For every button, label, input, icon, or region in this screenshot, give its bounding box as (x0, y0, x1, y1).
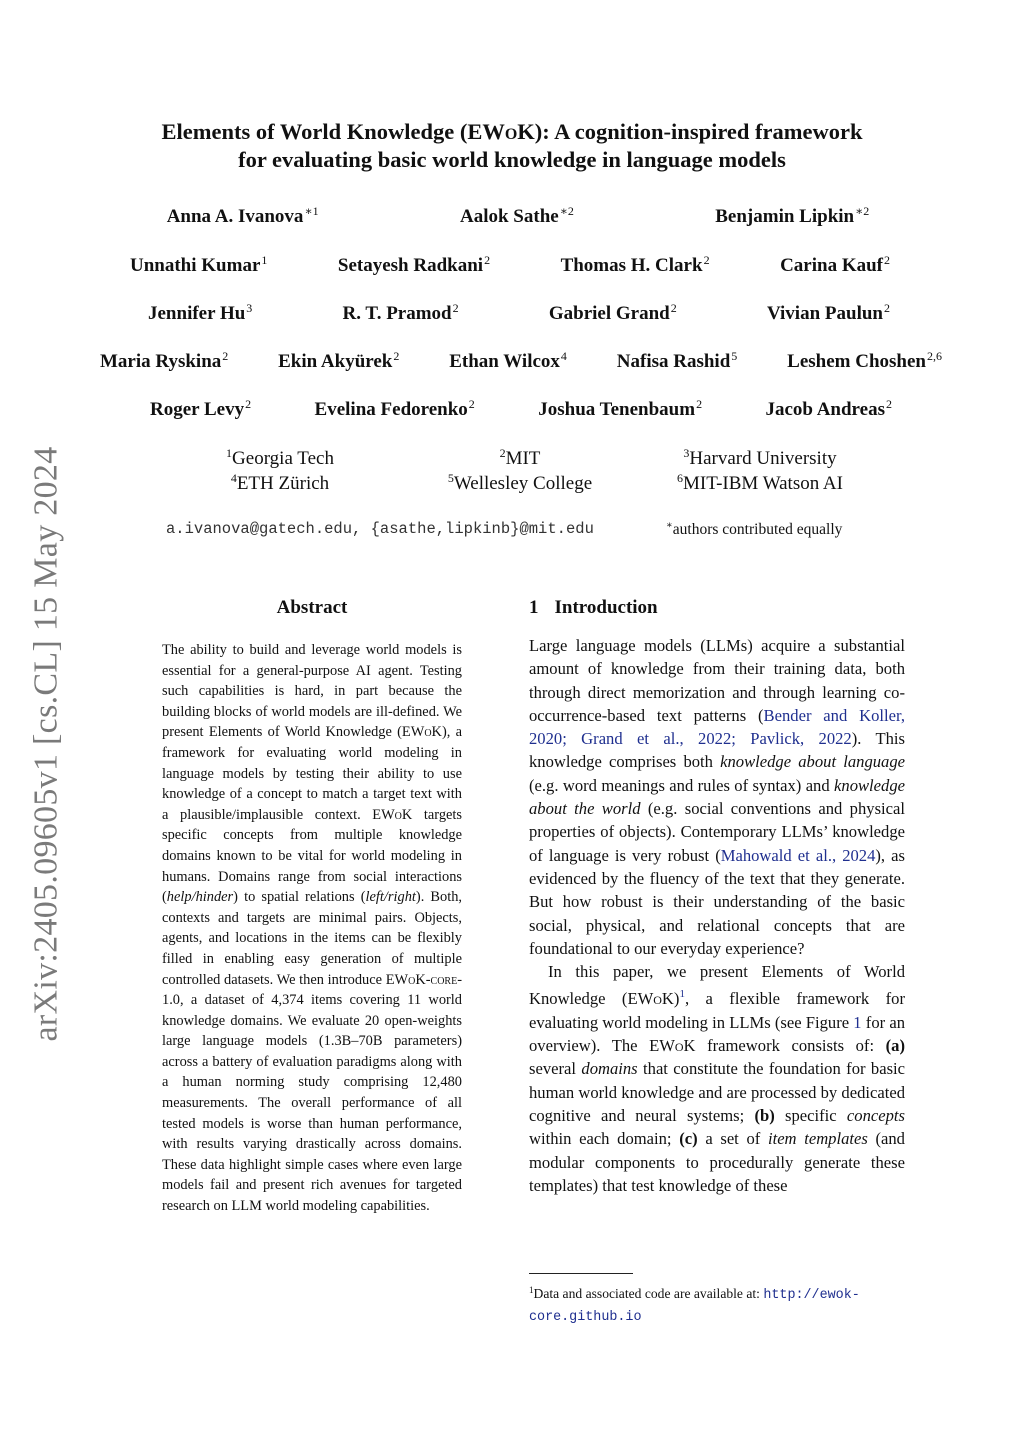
author: Unnathi Kumar$^1$ (130, 253, 268, 276)
author: Maria Ryskina$^2$ (100, 349, 229, 372)
citation-link[interactable]: Bender and Koller, 2020; Grand et al., 2022; Pavlick, 2022 (529, 705, 905, 749)
author: Vivian Paulun$^2$ (767, 301, 890, 324)
author: Benjamin Lipkin$^{∗2}$ (715, 204, 870, 227)
footnote-url-link[interactable]: http://ewok-core.github.io (529, 1288, 860, 1325)
intro-paragraph-2: In this paper, we present Elements of World Knowledge (EWoK)$^1$, a flexible framework for evaluating world modeling in LLMs (see Figure 1 for an overview). The EWoK framework consists of: (a) several domains that constitute the foundation for basic human world knowledge and are processed by dedicated cognitive and neural systems; (b) specific concepts within each domain; (c) a set of item templates (and modular components to procedurally generate these templates) that test knowledge of these (529, 962, 906, 1195)
author: Jennifer Hu$^3$ (148, 301, 253, 324)
affiliation: $^3$Harvard University (683, 446, 837, 469)
figure-reference-link[interactable]: 1 (853, 1012, 862, 1032)
title-line-2: for evaluating basic world knowledge in language models (238, 147, 786, 172)
contact-emails[interactable]: a.ivanova@gatech.edu, {asathe,lipkinb}@mit.edu (166, 520, 594, 538)
author-row-5 (150, 397, 892, 421)
footnote-divider (529, 1273, 633, 1274)
author: Setayesh Radkani$^2$ (337, 253, 491, 276)
author-row-3 (148, 301, 890, 325)
author: Gabriel Grand$^2$ (548, 301, 677, 324)
author-row-4 (100, 349, 942, 373)
author: Ekin Akyürek$^2$ (278, 349, 400, 372)
arxiv-stamp-text: arXiv:2405.09605v1 [cs.CL] 15 May 2024 (27, 446, 64, 1042)
footnote: $^1$Data and associated code are available at: http://ewok-core.github.io (529, 1285, 860, 1325)
author: Leshem Choshen$^{2,6}$ (787, 349, 942, 372)
author: Roger Levy$^2$ (150, 397, 252, 420)
affiliation: $^2$MIT (499, 446, 541, 469)
footnote-marker[interactable]: 1 (679, 988, 685, 1001)
section-title-text: Introduction (554, 597, 658, 618)
affiliations (160, 446, 880, 495)
intro-paragraph-1: Large language models (LLMs) acquire a substantial amount of knowledge from their training data, both through direct memorization and through learning co-occurrence-based text patterns (Bender and Koller, 2020; Grand et al., 2022; Pavlick, 2022). This knowledge comprises both knowledge about language (e.g. word meanings and rules of syntax) and knowledge about the world (e.g. social conventions and physical properties of objects). Contemporary LLMs’ knowledge of language is very robust (Mahowald et al., 2024), as evidenced by the fluency of the text that they generate. But how robust is their understanding of the basic social, physical, and relational concepts that are foundational to our everyday experience? (529, 636, 905, 958)
introduction-body (529, 634, 905, 1197)
title-line-1: Elements of World Knowledge (EWoK): A cognition-inspired framework (161, 119, 863, 144)
author: Nafisa Rashid$^5$ (616, 349, 738, 372)
affiliation: $^6$MIT-IBM Watson AI (677, 471, 843, 494)
affiliation: $^5$Wellesley College (447, 471, 593, 494)
author: Thomas H. Clark$^2$ (560, 253, 710, 276)
equal-contribution-note: ∗authors contributed equally (666, 520, 843, 538)
paper-title (100, 118, 924, 174)
author: Evelina Fedorenko$^2$ (314, 397, 475, 420)
author: Ethan Wilcox$^4$ (449, 349, 567, 372)
abstract-heading: Abstract (276, 597, 348, 618)
affiliation: $^4$ETH Zürich (230, 471, 330, 494)
author: Aalok Sathe$^{∗2}$ (459, 204, 574, 227)
author-row-1 (96, 204, 940, 228)
section-number: 1 (529, 597, 539, 618)
author: Carina Kauf$^2$ (780, 253, 890, 276)
section-heading-introduction (529, 597, 658, 619)
author: Jacob Andreas$^2$ (765, 397, 892, 420)
citation-link[interactable]: Mahowald et al., 2024 (720, 845, 876, 865)
author-row-2 (130, 253, 890, 277)
abstract-body: The ability to build and leverage world models is essential for a general-purpose AI agent. Testing such capabilities is hard, in part because the building blocks of world models are ill-defined. We present Elements of World Knowledge (EWoK), a framework for evaluating world modeling in language models by testing their ability to use knowledge of a concept to match a target text with a plausible/implausible context. EWoK targets specific concepts from multiple knowledge domains known to be vital for world modeling in humans. Domains range from social interactions (help/hinder) to spatial relations (left/right). Both, contexts and targets are minimal pairs. Objects, agents, and locations in the items can be flexibly filled in enabling easy generation of multiple controlled datasets. We then introduce EWoK-core-1.0, a dataset of 4,374 items covering 11 world knowledge domains. We evaluate 20 open-weights large language models (1.3B–70B parameters) across a battery of evaluation paradigms along with a human norming study comprising 12,480 measurements. The overall performance of all tested models is worse than human performance, with results varying drastically across domains. These data highlight simple cases where even large models fail and present rich avenues for targeted research on LLM world modeling capabilities. (162, 642, 462, 1215)
arxiv-stamp (24, 438, 68, 1050)
author: Anna A. Ivanova$^{∗1}$ (166, 204, 319, 227)
author: R. T. Pramod$^2$ (342, 301, 459, 324)
author: Joshua Tenenbaum$^2$ (538, 397, 703, 420)
affiliation: $^1$Georgia Tech (226, 446, 334, 469)
